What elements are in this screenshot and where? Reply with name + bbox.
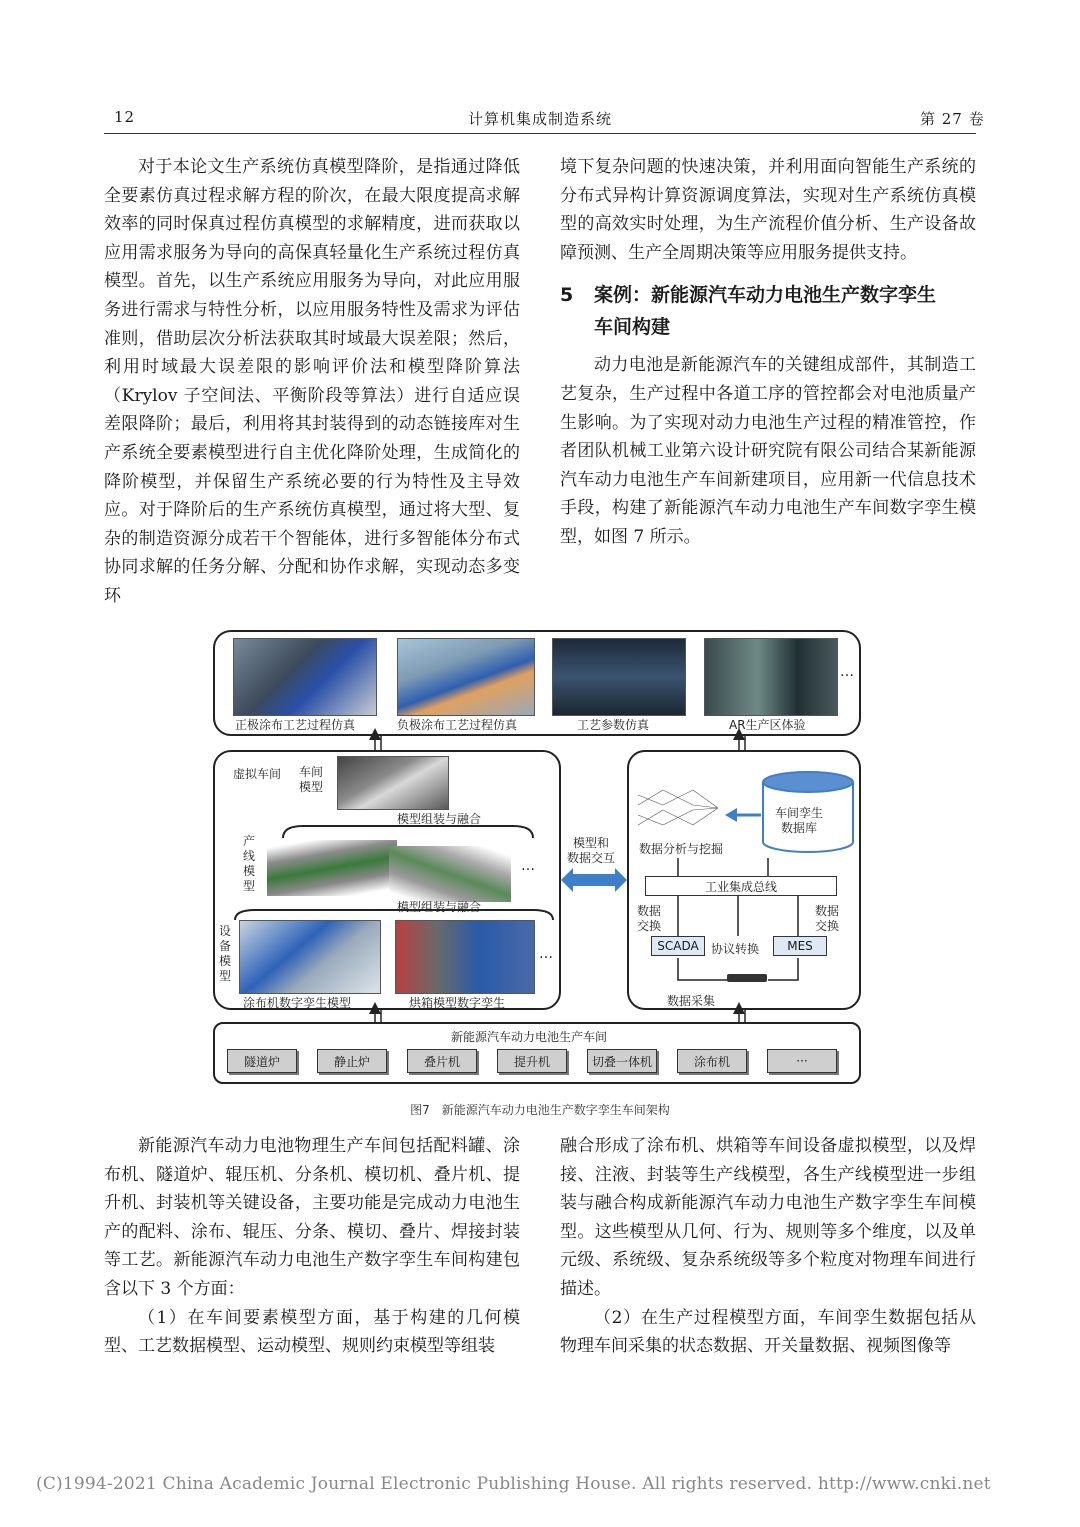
paragraph: 动力电池是新能源汽车的关键组成部件，其制造工艺复杂，生产过程中各道工序的管控都会对电池质量产生影响。为了实现对动力电池生产过程的精准管控，作者团队机械工业第六设计研究院有限公司结合某新能源汽车动力电池生产车间新建项目，应用新一代信息技术手段，构建了新能源汽车动力电池生产车间数字孪生模型，如图 7 所示。 [560, 355, 976, 547]
line-model-thumb-1 [267, 840, 397, 896]
assembly-fusion-label-2: 模型组装与融合 [397, 900, 482, 914]
device-cut-stack: 切叠一体机 [587, 1049, 657, 1073]
paragraph: 新能源汽车动力电池物理生产车间包括配料罐、涂布机、隧道炉、辊压机、分条机、模切机、叠片机、提升机、封装机等关键设备，主要功能是完成动力电池生产的配料、涂布、辊压、分条、模切、叠片、焊接封装等工艺。新能源汽车动力电池生产数字孪生车间构建包含以下 3 个方面： [104, 1136, 520, 1299]
paragraph: （2）在生产过程模型方面，车间孪生数据包括从物理车间采集的状态数据、开关量数据、视频图像等 [560, 1307, 976, 1357]
coater-twin-label: 涂布机数字孪生模型 [243, 996, 352, 1010]
data-collect-label: 数据采集 [667, 994, 716, 1008]
label-ar: AR生产区体验 [729, 718, 806, 732]
process-parameter-thumb [552, 638, 686, 716]
protocol-label: 协议转换 [711, 942, 760, 956]
label-cathode: 正极涂布工艺过程仿真 [235, 718, 356, 732]
model-data-interaction-label: 模型和 数据交互 [567, 836, 616, 865]
interaction-arrow [561, 868, 627, 892]
device-static-oven: 静止炉 [317, 1049, 387, 1073]
section-title-line1: 案例：新能源汽车动力电池生产数字孪生 [594, 284, 937, 307]
right-column-bottom [560, 1132, 976, 1361]
paragraph-continued: 融合形成了涂布机、烘箱等车间设备虚拟模型，以及焊接、注液、封装等生产线模型，各生产线模型进一步组装与融合构成新能源汽车动力电池生产数字孪生车间模型。这些模型从几何、行为、规则等多个维度，以及单元级、系统级、复杂系统级等多个粒度对物理车间进行描述。 [560, 1136, 976, 1299]
line-model-label: 产 线 模 型 [243, 834, 256, 893]
copyright-footer: (C)1994-2021 China Academic Journal Electronic Publishing House. All rights reserved. http://www.cnki.net [36, 1474, 991, 1494]
device-tunnel-oven: 隧道炉 [227, 1049, 297, 1073]
figure-caption: 图7 新能源汽车动力电池生产数字孪生车间架构 [410, 1103, 670, 1117]
label-anode: 负极涂布工艺过程仿真 [397, 718, 518, 732]
physical-workshop-title: 新能源汽车动力电池生产车间 [451, 1030, 608, 1044]
equipment-model-label: 设 备 模 型 [219, 924, 232, 983]
oven-twin-thumb [395, 920, 535, 994]
journal-title: 计算机集成制造系统 [467, 110, 612, 128]
oven-twin-label: 烘箱模型数字孪生 [409, 996, 506, 1010]
figure-7 [213, 630, 863, 1085]
device-stacker: 叠片机 [407, 1049, 477, 1073]
data-exchange-right: 数据 交换 [815, 904, 840, 933]
virtual-workshop-label: 虚拟车间 [233, 767, 282, 781]
paragraph-continued: 境下复杂问题的快速决策，并利用面向智能生产系统的分布式异构计算资源调度算法，实现对生产系统仿真模型的高效实时处理，为生产流程价值分析、生产设备故障预测、生产全周期决策等应用服务提供支持。 [560, 157, 976, 263]
twin-database-label: 车间孪生 数据库 [775, 806, 824, 835]
scada-box: SCADA [651, 936, 705, 956]
data-mining-label: 数据分析与挖掘 [639, 842, 724, 856]
mes-box: MES [773, 936, 827, 956]
right-column-top [560, 153, 976, 552]
left-column-top [104, 153, 520, 611]
cathode-coating-thumb [233, 638, 377, 716]
volume-label: 第 27 卷 [920, 110, 985, 128]
left-column-bottom [104, 1132, 520, 1361]
coater-twin-thumb [239, 920, 381, 994]
section-title-line2: 车间构建 [594, 316, 671, 339]
line-model-thumb-2 [389, 846, 511, 902]
data-exchange-left: 数据 交换 [637, 904, 662, 933]
industrial-bus: 工业集成总线 [645, 876, 837, 896]
line-ellipsis: … [521, 858, 535, 874]
device-lifter: 提升机 [497, 1049, 567, 1073]
equipment-ellipsis: … [539, 946, 553, 962]
header-rule [104, 133, 976, 134]
label-parameter: 工艺参数仿真 [577, 718, 650, 732]
device-more: ··· [767, 1049, 837, 1073]
anode-coating-thumb [397, 638, 535, 716]
paragraph: （1）在车间要素模型方面，基于构建的几何模型、工艺数据模型、运动模型、规则约束模型等组装 [104, 1307, 520, 1357]
workshop-model-thumb [337, 756, 449, 810]
device-coater: 涂布机 [677, 1049, 747, 1073]
top-ellipsis: … [840, 664, 854, 680]
ar-experience-thumb [704, 638, 838, 716]
section-number: 5 [560, 284, 574, 307]
assembly-fusion-label-1: 模型组装与融合 [397, 812, 482, 826]
workshop-model-label: 车间 模型 [299, 765, 324, 794]
paragraph: 对于本论文生产系统仿真模型降阶，是指通过降低全要素仿真过程求解方程的阶次，在最大限度提高求解效率的同时保真过程仿真模型的求解精度，进而获取以应用需求服务为导向的高保真轻量化生产系统过程仿真模型。首先，以生产系统应用服务为导向，对此应用服务进行需求与特性分析，以应用服务特性及需求为评估准则，借助层次分析法获取其时域最大误差限；然后，利用时域最大误差限的影响评价法和模型降阶算法（Krylov 子空间法、平衡阶段等算法）进行自适应误差限降阶；最后，利用将其封装得到的动态链接库对生产系统全要素模型进行自主优化降阶处理，生成简化的降阶模型，并保留生产系统必要的行为特性及主导效应。对于降阶后的生产系统仿真模型，通过将大型、复杂的制造资源分成若干个智能体，进行多智能体分布式协同求解的任务分解、分配和协作求解，实现动态多变环 [104, 157, 520, 606]
page-number: 12 [114, 108, 136, 126]
section-heading [560, 279, 976, 343]
